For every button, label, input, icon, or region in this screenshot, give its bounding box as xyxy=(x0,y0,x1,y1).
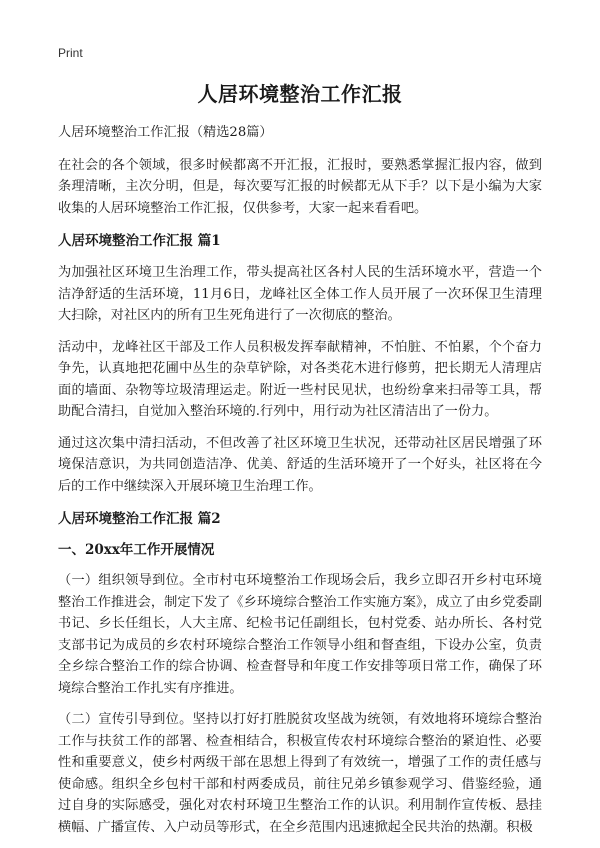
section1-paragraph-2: 活动中，龙峰社区干部及工作人员积极发挥奉献精神，不怕脏、不怕累，个个奋力争先，认真地把花圃中丛生的杂草铲除，对各类花木进行修剪，把长期无人清理店面的墙面、杂物等垃圾清理运走。附近一些村民见状，也纷纷拿来扫帚等工具，帮助配合清扫，自觉加入整治环境的.行列中，用行动为社区清洁出了一份力。 xyxy=(58,339,542,419)
section2-paragraph-1: （一）组织领导到位。全市村屯环境整治工作现场会后，我乡立即召开乡村屯环境整治工作推进会，制定下发了《乡环境综合整治工作实施方案》，成立了由乡党委副书记、乡长任组长，人大主席、纪检书记任副组长，包村党委、站办所长、各村党支部书记为成员的乡农村环境综合整治工作领导小组和督查组，下设办公室，负责全乡综合整治工作的综合协调、检查督导和年度工作安排等项日常工作，确保了环境综合整治工作扎实有序推进。 xyxy=(58,573,542,696)
document-title: 人居环境整治工作汇报 xyxy=(197,82,403,106)
document-body xyxy=(58,122,542,848)
section-heading-2: 人居环境整治工作汇报 篇2 xyxy=(58,511,221,527)
intro-paragraph: 在社会的各个领域，很多时候都离不开汇报，汇报时，要熟悉掌握汇报内容，做到条理清晰，主次分明，但是，每次要写汇报的时候都无从下手？以下是小编为大家收集的人居环境整治工作汇报，仅供参考，大家一起来看看吧。 xyxy=(58,157,542,216)
section1-paragraph-3: 通过这次集中清扫活动，不但改善了社区环境卫生状况，还带动社区居民增强了环境保洁意识，为共同创造洁净、优美、舒适的生活环境开了一个好头，社区将在今后的工作中继续深入开展环境卫生治理工作。 xyxy=(58,435,542,494)
print-label[interactable]: Print xyxy=(58,46,83,60)
section1-paragraph-1: 为加强社区环境卫生治理工作，带头提高社区各村人民的生活环境水平，营造一个洁净舒适的生活环境，11月6日，龙峰社区全体工作人员开展了一次环保卫生清理大扫除，对社区内的所有卫生死角进行了一次彻底的整治。 xyxy=(58,265,542,323)
section2-subheading: 一、20xx年工作开展情况 xyxy=(58,542,215,558)
document-subtitle: 人居环境整治工作汇报（精选28篇） xyxy=(58,125,273,140)
section-heading-1: 人居环境整治工作汇报 篇1 xyxy=(58,233,221,249)
section2-paragraph-2: （二）宣传引导到位。坚持以打好打胜脱贫攻坚战为统领，有效地将环境综合整治工作与扶贫工作的部署、检查相结合，积极宣传农村环境综合整治的紧迫性、必要性和重要意义，使乡村两级干部在思想上得到了有效统一，增强了工作的责任感与使命感。组织全乡包村干部和村两委成员，前往兄弟乡镇参观学习、借鉴经验，通过自身的实际感受，强化对农村环境卫生整治工作的认识。利用制作宣传板、悬挂横幅、广播宣传、入户动员等形式，在全乡范围内迅速掀起全民共治的热潮。积极 xyxy=(58,712,542,835)
